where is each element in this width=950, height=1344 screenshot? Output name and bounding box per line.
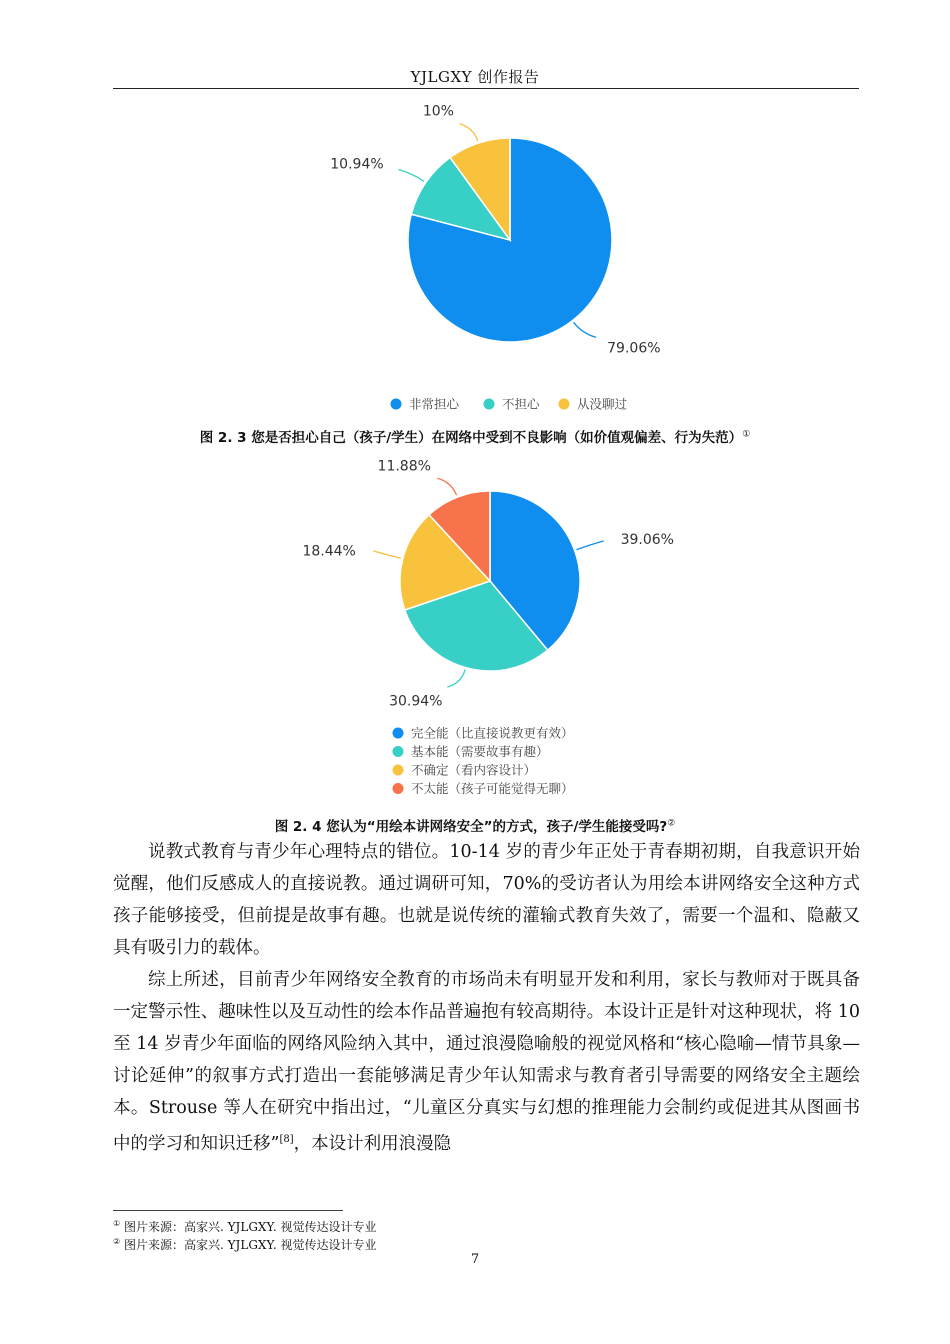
page-number: 7 <box>470 1252 480 1267</box>
paragraph-text: 综上所述，目前青少年网络安全教育的市场尚未有明显开发和利用，家长与教师对于既具备一定警示性、趣味性以及互动性的绘本作品普遍抱有较高期待。本设计正是针对这种现状，将 10 至 14 岁青少年面临的网络风险纳入其中，通过浪漫隐喻般的视觉风格和“核心隐喻—情节具象—讨论延伸”的叙事方式打造出一套能够满足青少年认知需求与教育者引导需要的网络安全主题绘本。Strouse 等人在研究中指出过，“儿童区分真实与幻想的推理能力会制约或促进其从图画书中的学习和知识迁移” <box>113 970 860 1154</box>
footnote-mark: ① <box>113 1219 121 1228</box>
leader-line <box>574 322 597 337</box>
footnote-text: 图片来源：高家兴. YJLGXY. 视觉传达设计专业 <box>124 1220 377 1234</box>
legend-marker <box>393 746 404 757</box>
footnote-ref: ② <box>667 818 676 829</box>
legend-marker <box>393 728 404 739</box>
data-label: 18.44% <box>302 543 356 560</box>
footnote-text: 图片来源：高家兴. YJLGXY. 视觉传达设计专业 <box>124 1238 377 1252</box>
footnote-mark: ② <box>113 1237 121 1246</box>
data-label: 30.94% <box>389 693 443 710</box>
leader-line <box>399 169 425 181</box>
caption-text: 图 2. 4 您认为“用绘本讲网络安全”的方式，孩子/学生能接受吗? <box>274 819 668 835</box>
page-header-title: YJLGXY 创作报告 <box>410 68 540 86</box>
data-label: 11.88% <box>377 458 431 475</box>
figure-caption-2-3 <box>0 426 950 446</box>
leader-line <box>447 670 465 687</box>
legend-label: 基本能（需要故事有趣） <box>411 744 549 759</box>
footnote-1 <box>113 1218 376 1235</box>
legend-marker <box>393 765 404 776</box>
legend-marker <box>393 783 404 794</box>
figure-caption-2-4 <box>0 815 950 835</box>
data-label: 79.06% <box>607 340 661 357</box>
legend-marker <box>484 399 495 410</box>
legend-label: 非常担心 <box>409 396 460 412</box>
pie-chart-acceptance <box>290 455 710 805</box>
paragraph-text-cont: ，本设计利用浪漫隐 <box>293 1133 452 1154</box>
legend-marker <box>559 399 570 410</box>
caption-text: 图 2. 3 您是否担心自己（孩子/学生）在网络中受到不良影响（如价值观偏差、行为失范） <box>199 430 743 446</box>
citation-ref: [8] <box>279 1134 294 1145</box>
leader-line <box>437 478 456 495</box>
header-rule <box>113 88 859 89</box>
data-label: 39.06% <box>620 531 674 548</box>
leader-line <box>576 541 603 550</box>
legend-label: 不太能（孩子可能觉得无聊） <box>411 781 574 796</box>
legend-label: 不担心 <box>502 396 540 412</box>
body-paragraph-1: 说教式教育与青少年心理特点的错位。10-14 岁的青少年正处于青春期初期，自我意识开始觉醒，他们反感成人的直接说教。通过调研可知，70%的受访者认为用绘本讲网络安全这种方式孩子能够接受，但前提是故事有趣。也就是说传统的灌输式教育失效了，需要一个温和、隐蔽又具有吸引力的载体。 <box>113 842 860 958</box>
data-label: 10.94% <box>330 156 384 173</box>
leader-line <box>460 124 478 141</box>
body-paragraph-2 <box>113 964 860 1160</box>
legend-label: 从没聊过 <box>577 396 628 412</box>
legend-label: 不确定（看内容设计） <box>411 762 537 778</box>
footnote-2 <box>113 1236 376 1253</box>
footnote-ref: ① <box>742 429 751 440</box>
pie-chart-worry <box>300 100 680 420</box>
footnote-rule <box>113 1210 343 1211</box>
legend-marker <box>391 399 402 410</box>
legend-label: 完全能（比直接说教更有效） <box>411 725 574 741</box>
data-label: 10% <box>422 103 454 120</box>
leader-line <box>373 551 401 558</box>
